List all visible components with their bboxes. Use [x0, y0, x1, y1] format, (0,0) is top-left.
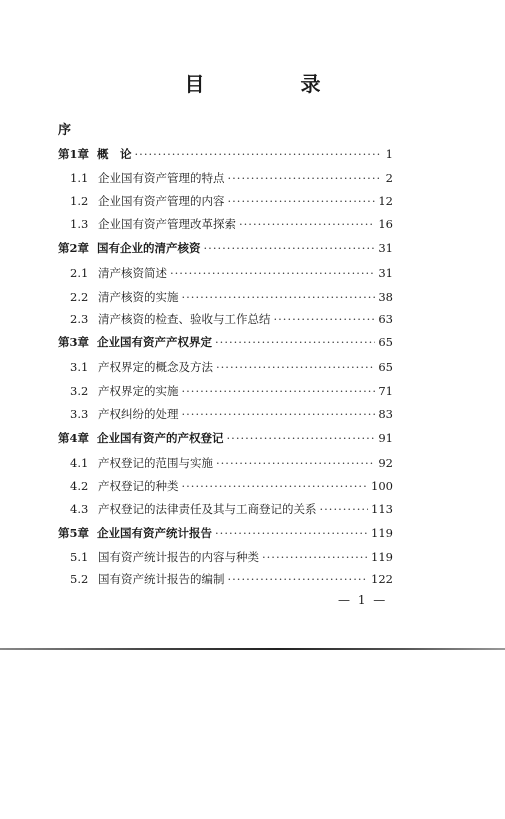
- preface-heading: 序: [58, 123, 72, 138]
- toc-number: 4.1: [70, 456, 89, 470]
- toc-label: 企业国有资产管理的特点: [98, 171, 225, 185]
- dot-leader: [215, 335, 375, 349]
- toc-page: 122: [371, 572, 393, 586]
- toc-page: 31: [378, 241, 393, 255]
- toc-section: [70, 571, 393, 589]
- toc-label: 概 论: [97, 147, 132, 161]
- dot-leader: [182, 384, 376, 398]
- toc-page: 100: [371, 479, 393, 493]
- dot-leader: [227, 431, 376, 445]
- dot-leader: [228, 171, 383, 185]
- toc-page: 1: [385, 147, 393, 161]
- dot-leader: [182, 290, 376, 304]
- toc-number: 第2章: [58, 241, 90, 255]
- dot-leader: [262, 550, 368, 564]
- toc-chapter: [58, 430, 393, 448]
- toc-label: 产权界定的概念及方法: [98, 360, 213, 374]
- toc-label: 企业国有资产产权界定: [97, 335, 213, 349]
- toc-number: 1.2: [70, 194, 89, 208]
- toc-number: 1.1: [70, 171, 89, 185]
- toc-page: 16: [378, 217, 393, 231]
- toc-label: 产权界定的实施: [98, 384, 179, 398]
- dot-leader: [216, 360, 375, 374]
- toc-page: 119: [371, 526, 393, 540]
- toc-number: 3.1: [70, 360, 89, 374]
- toc-section: [70, 216, 393, 234]
- toc-number: 5.1: [70, 550, 89, 564]
- toc-page: 63: [378, 312, 393, 326]
- toc-chapter: [58, 240, 393, 258]
- dot-leader: [135, 147, 382, 161]
- toc-label: 清产核资简述: [98, 266, 167, 280]
- dot-leader: [216, 456, 375, 470]
- toc-label: 产权纠纷的处理: [98, 407, 179, 421]
- toc-section: [70, 193, 393, 211]
- page-title: 目 录: [184, 72, 359, 96]
- toc-number: 4.2: [70, 479, 89, 493]
- toc-label: 企业国有资产管理改革探索: [98, 217, 236, 231]
- toc-page: 38: [378, 290, 393, 304]
- dot-leader: [274, 312, 376, 326]
- toc-chapter: [58, 334, 393, 352]
- toc-page: 65: [378, 335, 393, 349]
- toc-number: 1.3: [70, 217, 89, 231]
- dot-leader: [170, 266, 375, 280]
- toc-number: 3.2: [70, 384, 89, 398]
- toc-page: 2: [385, 171, 393, 185]
- toc-page: 113: [371, 502, 393, 516]
- toc-number: 5.2: [70, 572, 89, 586]
- toc-section: [70, 170, 393, 188]
- toc-section: [70, 406, 393, 424]
- toc-label: 国有企业的清产核资: [97, 241, 201, 255]
- toc-label: 企业国有资产管理的内容: [98, 194, 225, 208]
- toc-number: 3.3: [70, 407, 89, 421]
- toc-section: [70, 455, 393, 473]
- toc-label: 国有资产统计报告的编制: [98, 572, 225, 586]
- toc-number: 4.3: [70, 502, 89, 516]
- toc-page: 83: [378, 407, 393, 421]
- dot-leader: [182, 407, 376, 421]
- toc-number: 2.1: [70, 266, 89, 280]
- dot-leader: [239, 217, 375, 231]
- toc-chapter: [58, 146, 393, 164]
- toc-label: 产权登记的范围与实施: [98, 456, 213, 470]
- toc-section: [70, 478, 393, 496]
- toc-label: 清产核资的检查、验收与工作总结: [98, 312, 271, 326]
- toc-number: 第4章: [58, 431, 90, 445]
- toc-page: 71: [378, 384, 393, 398]
- toc-page: 31: [378, 266, 393, 280]
- toc-label: 清产核资的实施: [98, 290, 179, 304]
- dot-leader: [228, 194, 376, 208]
- toc-chapter: [58, 525, 393, 543]
- toc-label: 产权登记的种类: [98, 479, 179, 493]
- toc-page: 65: [378, 360, 393, 374]
- toc-page: 119: [371, 550, 393, 564]
- toc-section: [70, 289, 393, 307]
- toc-page: 91: [378, 431, 393, 445]
- toc-label: 企业国有资产统计报告: [97, 526, 213, 540]
- toc-number: 第1章: [58, 147, 90, 161]
- scan-edge-line: [0, 648, 505, 650]
- dot-leader: [228, 572, 369, 586]
- page-number-footer: — 1 —: [338, 593, 388, 607]
- toc-page: 12: [378, 194, 393, 208]
- toc-number: 第3章: [58, 335, 90, 349]
- toc-section: [70, 501, 393, 519]
- toc-page: 92: [378, 456, 393, 470]
- toc-number: 2.2: [70, 290, 89, 304]
- toc-number: 2.3: [70, 312, 89, 326]
- dot-leader: [182, 479, 369, 493]
- dot-leader: [215, 526, 368, 540]
- toc-section: [70, 549, 393, 567]
- toc-label: 国有资产统计报告的内容与种类: [98, 550, 259, 564]
- dot-leader: [320, 502, 369, 516]
- toc-section: [70, 359, 393, 377]
- toc-section: [70, 311, 393, 329]
- toc-section: [70, 265, 393, 283]
- toc-label: 产权登记的法律责任及其与工商登记的关系: [98, 502, 317, 516]
- dot-leader: [204, 241, 376, 255]
- toc-label: 企业国有资产的产权登记: [97, 431, 224, 445]
- toc-section: [70, 383, 393, 401]
- toc-number: 第5章: [58, 526, 90, 540]
